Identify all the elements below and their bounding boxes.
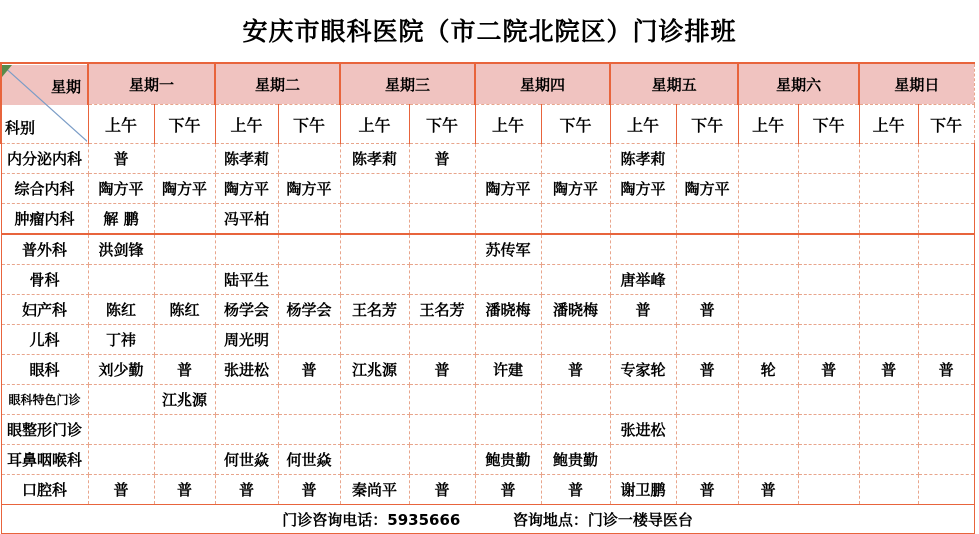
schedule-cell: 江兆源: [154, 385, 215, 415]
dept-label: 眼整形门诊: [1, 415, 88, 445]
schedule-cell: 陶方平: [541, 174, 610, 204]
schedule-cell: 唐举峰: [610, 265, 676, 295]
half-header-pm: 下午: [676, 105, 738, 144]
schedule-cell: [409, 415, 475, 445]
schedule-cell: [738, 204, 798, 235]
schedule-table: [0, 62, 975, 534]
schedule-cell: [859, 144, 918, 174]
day-header-tue: 星期二: [215, 63, 340, 105]
schedule-cell: 普: [798, 355, 859, 385]
schedule-cell: [676, 144, 738, 174]
day-header-wed: 星期三: [340, 63, 475, 105]
schedule-cell: [738, 415, 798, 445]
schedule-cell: 苏传军: [475, 234, 541, 265]
schedule-cell: [409, 325, 475, 355]
schedule-cell: [859, 174, 918, 204]
dept-label: 口腔科: [1, 475, 88, 505]
schedule-cell: [918, 295, 974, 325]
half-header-am: 上午: [88, 105, 154, 144]
schedule-cell: [278, 325, 340, 355]
day-header-fri: 星期五: [610, 63, 738, 105]
schedule-cell: [859, 445, 918, 475]
schedule-cell: [541, 325, 610, 355]
schedule-cell: [798, 295, 859, 325]
schedule-cell: 普: [541, 355, 610, 385]
table-row: [1, 265, 974, 295]
schedule-cell: [409, 174, 475, 204]
schedule-cell: 普: [676, 475, 738, 505]
schedule-cell: 丁祎: [88, 325, 154, 355]
schedule-cell: [340, 265, 409, 295]
schedule-cell: [918, 204, 974, 235]
schedule-cell: [475, 415, 541, 445]
schedule-cell: 陈孝莉: [215, 144, 278, 174]
schedule-cell: 陶方平: [475, 174, 541, 204]
schedule-cell: [278, 265, 340, 295]
dept-label: 眼科特色门诊: [1, 385, 88, 415]
day-header-row: [1, 63, 974, 105]
footer-cell: [1, 505, 974, 534]
schedule-cell: 陶方平: [278, 174, 340, 204]
schedule-cell: [278, 144, 340, 174]
corner-cell: [1, 63, 88, 144]
dept-label: 肿瘤内科: [1, 204, 88, 235]
schedule-cell: 洪剑锋: [88, 234, 154, 265]
half-header-am: 上午: [859, 105, 918, 144]
schedule-cell: [340, 415, 409, 445]
schedule-cell: [859, 234, 918, 265]
schedule-cell: [88, 385, 154, 415]
day-header-mon: 星期一: [88, 63, 215, 105]
schedule-cell: [409, 445, 475, 475]
schedule-cell: [475, 144, 541, 174]
day-header-thu: 星期四: [475, 63, 610, 105]
schedule-cell: [541, 385, 610, 415]
schedule-cell: [278, 234, 340, 265]
half-header-am: 上午: [610, 105, 676, 144]
schedule-cell: [918, 445, 974, 475]
half-header-am: 上午: [475, 105, 541, 144]
dept-label: 眼科: [1, 355, 88, 385]
half-header-pm: 下午: [409, 105, 475, 144]
half-header-am: 上午: [738, 105, 798, 144]
schedule-cell: [610, 385, 676, 415]
corner-week-label: 星期: [50, 77, 81, 96]
schedule-cell: [798, 325, 859, 355]
table-row: [1, 415, 974, 445]
schedule-cell: 陈红: [154, 295, 215, 325]
schedule-cell: [738, 385, 798, 415]
schedule-cell: 普: [676, 295, 738, 325]
schedule-cell: 普: [154, 355, 215, 385]
dept-label: 综合内科: [1, 174, 88, 204]
schedule-cell: [918, 415, 974, 445]
page-title: 安庆市眼科医院（市二院北院区）门诊排班: [242, 17, 737, 46]
schedule-cell: [215, 234, 278, 265]
schedule-cell: [278, 415, 340, 445]
table-row: [1, 234, 974, 265]
half-header-pm: 下午: [798, 105, 859, 144]
schedule-cell: 普: [88, 475, 154, 505]
schedule-cell: 陈红: [88, 295, 154, 325]
schedule-cell: [541, 204, 610, 235]
half-header-am: 上午: [340, 105, 409, 144]
schedule-cell: 陶方平: [610, 174, 676, 204]
schedule-cell: [798, 234, 859, 265]
schedule-cell: [88, 265, 154, 295]
schedule-cell: [676, 415, 738, 445]
schedule-cell: 何世焱: [215, 445, 278, 475]
schedule-cell: 潘晓梅: [475, 295, 541, 325]
schedule-cell: 刘少勤: [88, 355, 154, 385]
schedule-cell: 专家轮: [610, 355, 676, 385]
schedule-cell: [409, 204, 475, 235]
schedule-cell: 鲍贵勤: [541, 445, 610, 475]
schedule-cell: [798, 475, 859, 505]
schedule-cell: [215, 415, 278, 445]
schedule-cell: [475, 325, 541, 355]
schedule-cell: [409, 265, 475, 295]
schedule-cell: 陶方平: [88, 174, 154, 204]
schedule-cell: [676, 265, 738, 295]
table-row: [1, 204, 974, 235]
schedule-cell: 普: [541, 475, 610, 505]
schedule-cell: [340, 325, 409, 355]
schedule-cell: 普: [409, 475, 475, 505]
schedule-cell: 普: [918, 355, 974, 385]
schedule-cell: 普: [859, 355, 918, 385]
schedule-cell: [676, 325, 738, 355]
schedule-cell: [859, 475, 918, 505]
half-header-pm: 下午: [541, 105, 610, 144]
schedule-cell: [475, 204, 541, 235]
corner-dept-label: 科别: [5, 118, 36, 137]
schedule-cell: [918, 174, 974, 204]
schedule-cell: 陶方平: [154, 174, 215, 204]
schedule-cell: 谢卫鹏: [610, 475, 676, 505]
schedule-cell: 陆平生: [215, 265, 278, 295]
schedule-cell: [859, 325, 918, 355]
schedule-cell: [154, 204, 215, 235]
table-row: [1, 295, 974, 325]
dept-label: 妇产科: [1, 295, 88, 325]
schedule-cell: [154, 144, 215, 174]
schedule-cell: 普: [409, 355, 475, 385]
schedule-cell: [918, 325, 974, 355]
dept-label: 普外科: [1, 234, 88, 265]
schedule-cell: 张进松: [215, 355, 278, 385]
schedule-cell: 王名芳: [409, 295, 475, 325]
schedule-cell: [918, 385, 974, 415]
schedule-cell: [738, 234, 798, 265]
schedule-cell: 王名芳: [340, 295, 409, 325]
schedule-cell: 普: [215, 475, 278, 505]
table-row: [1, 144, 974, 174]
schedule-cell: [409, 385, 475, 415]
footer-location: 咨询地点：门诊一楼导医台: [512, 510, 693, 529]
schedule-cell: [154, 445, 215, 475]
schedule-cell: 秦尚平: [340, 475, 409, 505]
footer-row: [1, 505, 974, 534]
dept-label: 儿科: [1, 325, 88, 355]
schedule-cell: [918, 475, 974, 505]
schedule-cell: 陶方平: [676, 174, 738, 204]
schedule-cell: [154, 265, 215, 295]
table-row: [1, 174, 974, 204]
schedule-cell: 陈孝莉: [610, 144, 676, 174]
schedule-cell: [610, 234, 676, 265]
schedule-cell: 江兆源: [340, 355, 409, 385]
schedule-cell: [340, 174, 409, 204]
half-header-pm: 下午: [278, 105, 340, 144]
schedule-cell: [340, 234, 409, 265]
schedule-cell: 张进松: [610, 415, 676, 445]
schedule-cell: 普: [154, 475, 215, 505]
schedule-cell: [738, 325, 798, 355]
schedule-cell: [610, 445, 676, 475]
half-header-pm: 下午: [154, 105, 215, 144]
schedule-cell: 何世焱: [278, 445, 340, 475]
schedule-cell: [541, 144, 610, 174]
schedule-cell: [475, 265, 541, 295]
schedule-cell: [475, 385, 541, 415]
schedule-cell: [918, 144, 974, 174]
schedule-cell: [541, 415, 610, 445]
schedule-cell: 普: [88, 144, 154, 174]
schedule-cell: 杨学会: [278, 295, 340, 325]
schedule-cell: [738, 144, 798, 174]
day-header-sat: 星期六: [738, 63, 859, 105]
schedule-cell: [859, 385, 918, 415]
schedule-cell: [859, 204, 918, 235]
schedule-cell: 普: [475, 475, 541, 505]
schedule-cell: [610, 325, 676, 355]
schedule-cell: 潘晓梅: [541, 295, 610, 325]
footer-phone: 门诊咨询电话：5935666: [282, 510, 461, 529]
table-row: [1, 385, 974, 415]
schedule-cell: [918, 234, 974, 265]
schedule-cell: [154, 415, 215, 445]
schedule-cell: [278, 385, 340, 415]
schedule-cell: [798, 265, 859, 295]
schedule-cell: [541, 234, 610, 265]
schedule-cell: 冯平柏: [215, 204, 278, 235]
table-row: [1, 445, 974, 475]
table-row: [1, 355, 974, 385]
schedule-cell: [918, 265, 974, 295]
schedule-cell: [154, 325, 215, 355]
schedule-cell: [738, 295, 798, 325]
day-header-sun: 星期日: [859, 63, 974, 105]
schedule-cell: [859, 295, 918, 325]
half-header-am: 上午: [215, 105, 278, 144]
schedule-cell: 周光明: [215, 325, 278, 355]
schedule-cell: 普: [738, 475, 798, 505]
dept-label: 骨科: [1, 265, 88, 295]
schedule-cell: [859, 415, 918, 445]
schedule-cell: 轮: [738, 355, 798, 385]
schedule-cell: [154, 234, 215, 265]
table-row: [1, 475, 974, 505]
schedule-cell: [409, 234, 475, 265]
schedule-cell: [798, 174, 859, 204]
half-day-header-row: [1, 105, 974, 144]
schedule-cell: 普: [676, 355, 738, 385]
schedule-cell: 鲍贵勤: [475, 445, 541, 475]
schedule-cell: [340, 445, 409, 475]
table-row: [1, 325, 974, 355]
schedule-cell: [798, 415, 859, 445]
schedule-cell: [798, 385, 859, 415]
schedule-cell: [798, 144, 859, 174]
schedule-cell: [738, 445, 798, 475]
schedule-cell: [340, 204, 409, 235]
schedule-cell: [278, 204, 340, 235]
schedule-cell: [738, 265, 798, 295]
schedule-cell: 陶方平: [215, 174, 278, 204]
schedule-cell: [676, 204, 738, 235]
schedule-cell: [541, 265, 610, 295]
schedule-cell: [798, 445, 859, 475]
schedule-cell: 普: [610, 295, 676, 325]
schedule-cell: [610, 204, 676, 235]
dept-label: 内分泌内科: [1, 144, 88, 174]
schedule-cell: 普: [278, 475, 340, 505]
schedule-cell: [88, 445, 154, 475]
schedule-cell: [215, 385, 278, 415]
schedule-cell: 解 鹏: [88, 204, 154, 235]
schedule-cell: 杨学会: [215, 295, 278, 325]
schedule-cell: 许建: [475, 355, 541, 385]
schedule-cell: [88, 415, 154, 445]
dept-label: 耳鼻咽喉科: [1, 445, 88, 475]
schedule-cell: 普: [278, 355, 340, 385]
half-header-pm: 下午: [918, 105, 974, 144]
schedule-cell: [676, 234, 738, 265]
schedule-cell: [859, 265, 918, 295]
schedule-cell: [798, 204, 859, 235]
schedule-cell: 普: [409, 144, 475, 174]
schedule-cell: 陈孝莉: [340, 144, 409, 174]
schedule-cell: [340, 385, 409, 415]
schedule-cell: [676, 445, 738, 475]
schedule-cell: [676, 385, 738, 415]
schedule-cell: [738, 174, 798, 204]
